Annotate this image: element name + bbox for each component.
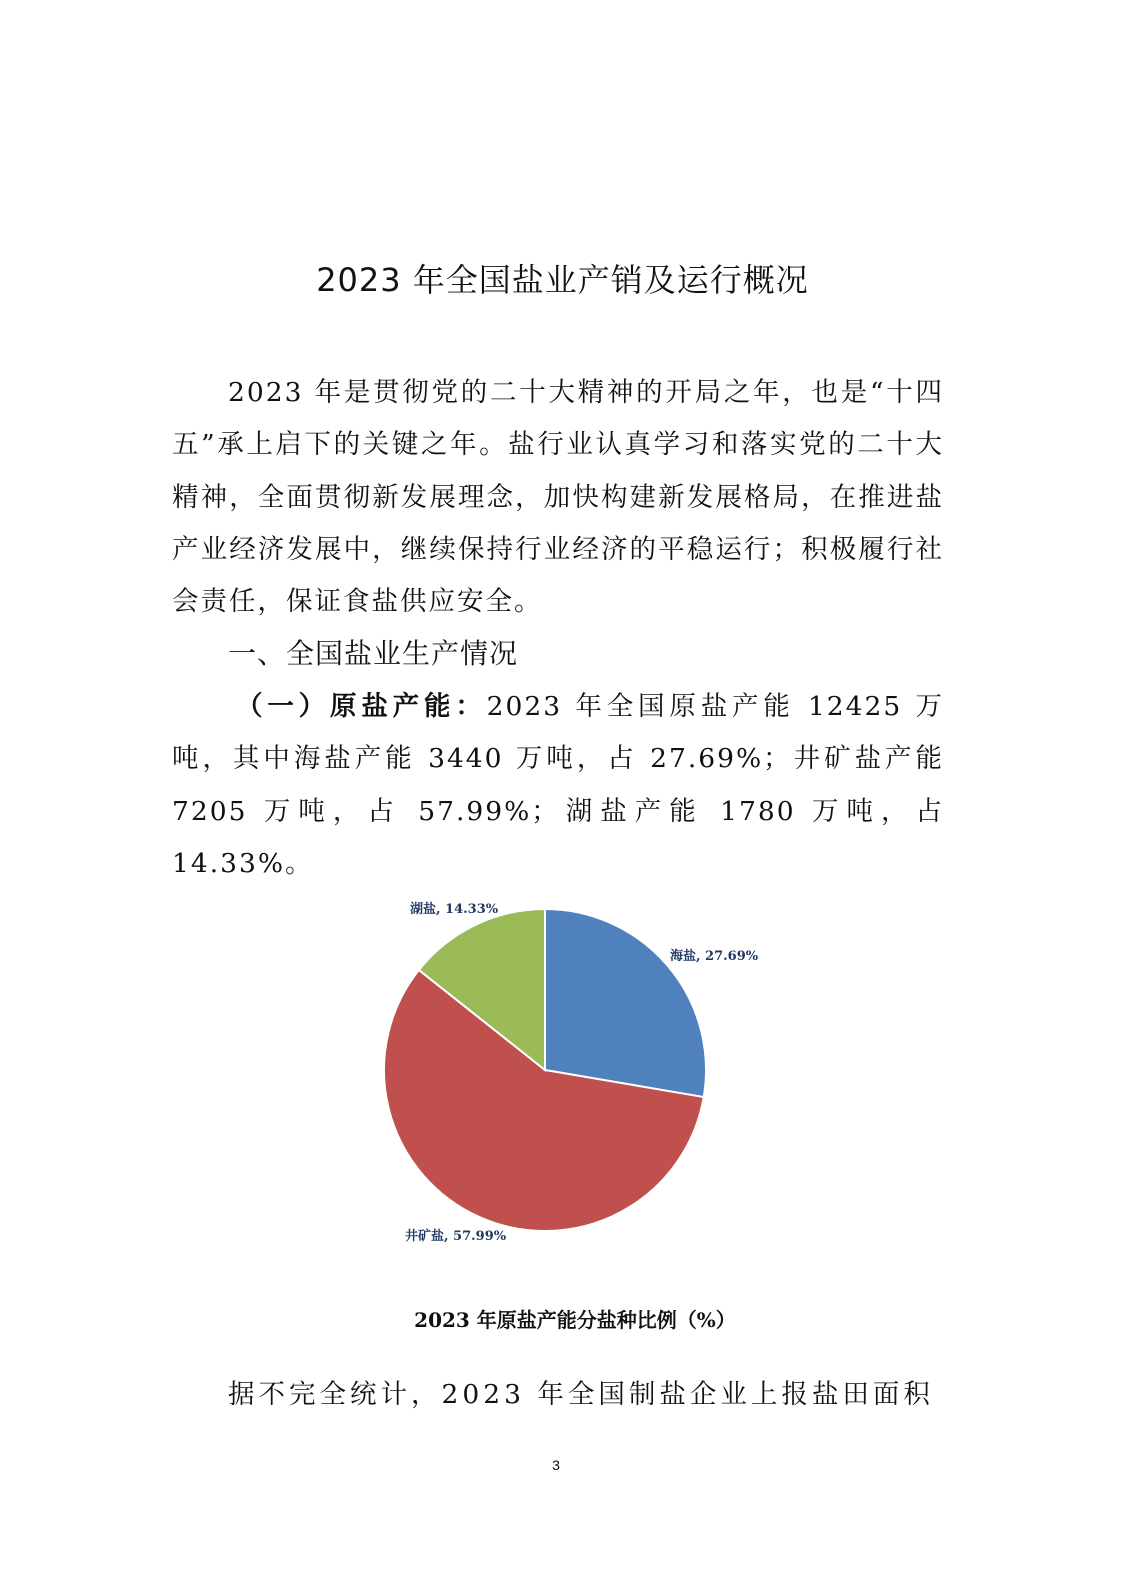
stats-paragraph: 据不完全统计，2023 年全国制盐企业上报盐田面积 [228,1379,934,1410]
pie-chart [340,890,800,1260]
capacity-text: 2023 年全国原盐产能 12425 万吨，其中海盐产能 3440 万吨，占 27.69%；井矿盐产能 7205 万吨，占 57.99%；湖盐产能 1780 万吨，占 14.33%。 [172,691,945,879]
pie-label-2: 井矿盐, 57.99% [405,1229,507,1244]
page-title: 2023 年全国盐业产销及运行概况 [316,261,809,299]
section-heading: 一、全国盐业生产情况 [228,637,519,670]
pie-slice-1 [545,909,706,1097]
chart-caption: 2023 年原盐产能分盐种比例（%） [414,1308,736,1332]
page-number: 3 [552,1457,560,1473]
capacity-lead: （一）原盐产能： [236,691,487,722]
pie-label-3: 湖盐, 14.33% [410,902,499,917]
pie-chart-svg [340,890,800,1260]
intro-paragraph: 2023 年是贯彻党的二十大精神的开局之年，也是“十四五”承上启下的关键之年。盐行业认真学习和落实党的二十大精神，全面贯彻新发展理念，加快构建新发展格局，在推进盐产业经济发展中，继续保持行业经济的平稳运行；积极履行社会责任，保证食盐供应安全。 [172,377,944,618]
capacity-paragraph [172,681,944,890]
pie-label-1: 海盐, 27.69% [670,949,759,964]
